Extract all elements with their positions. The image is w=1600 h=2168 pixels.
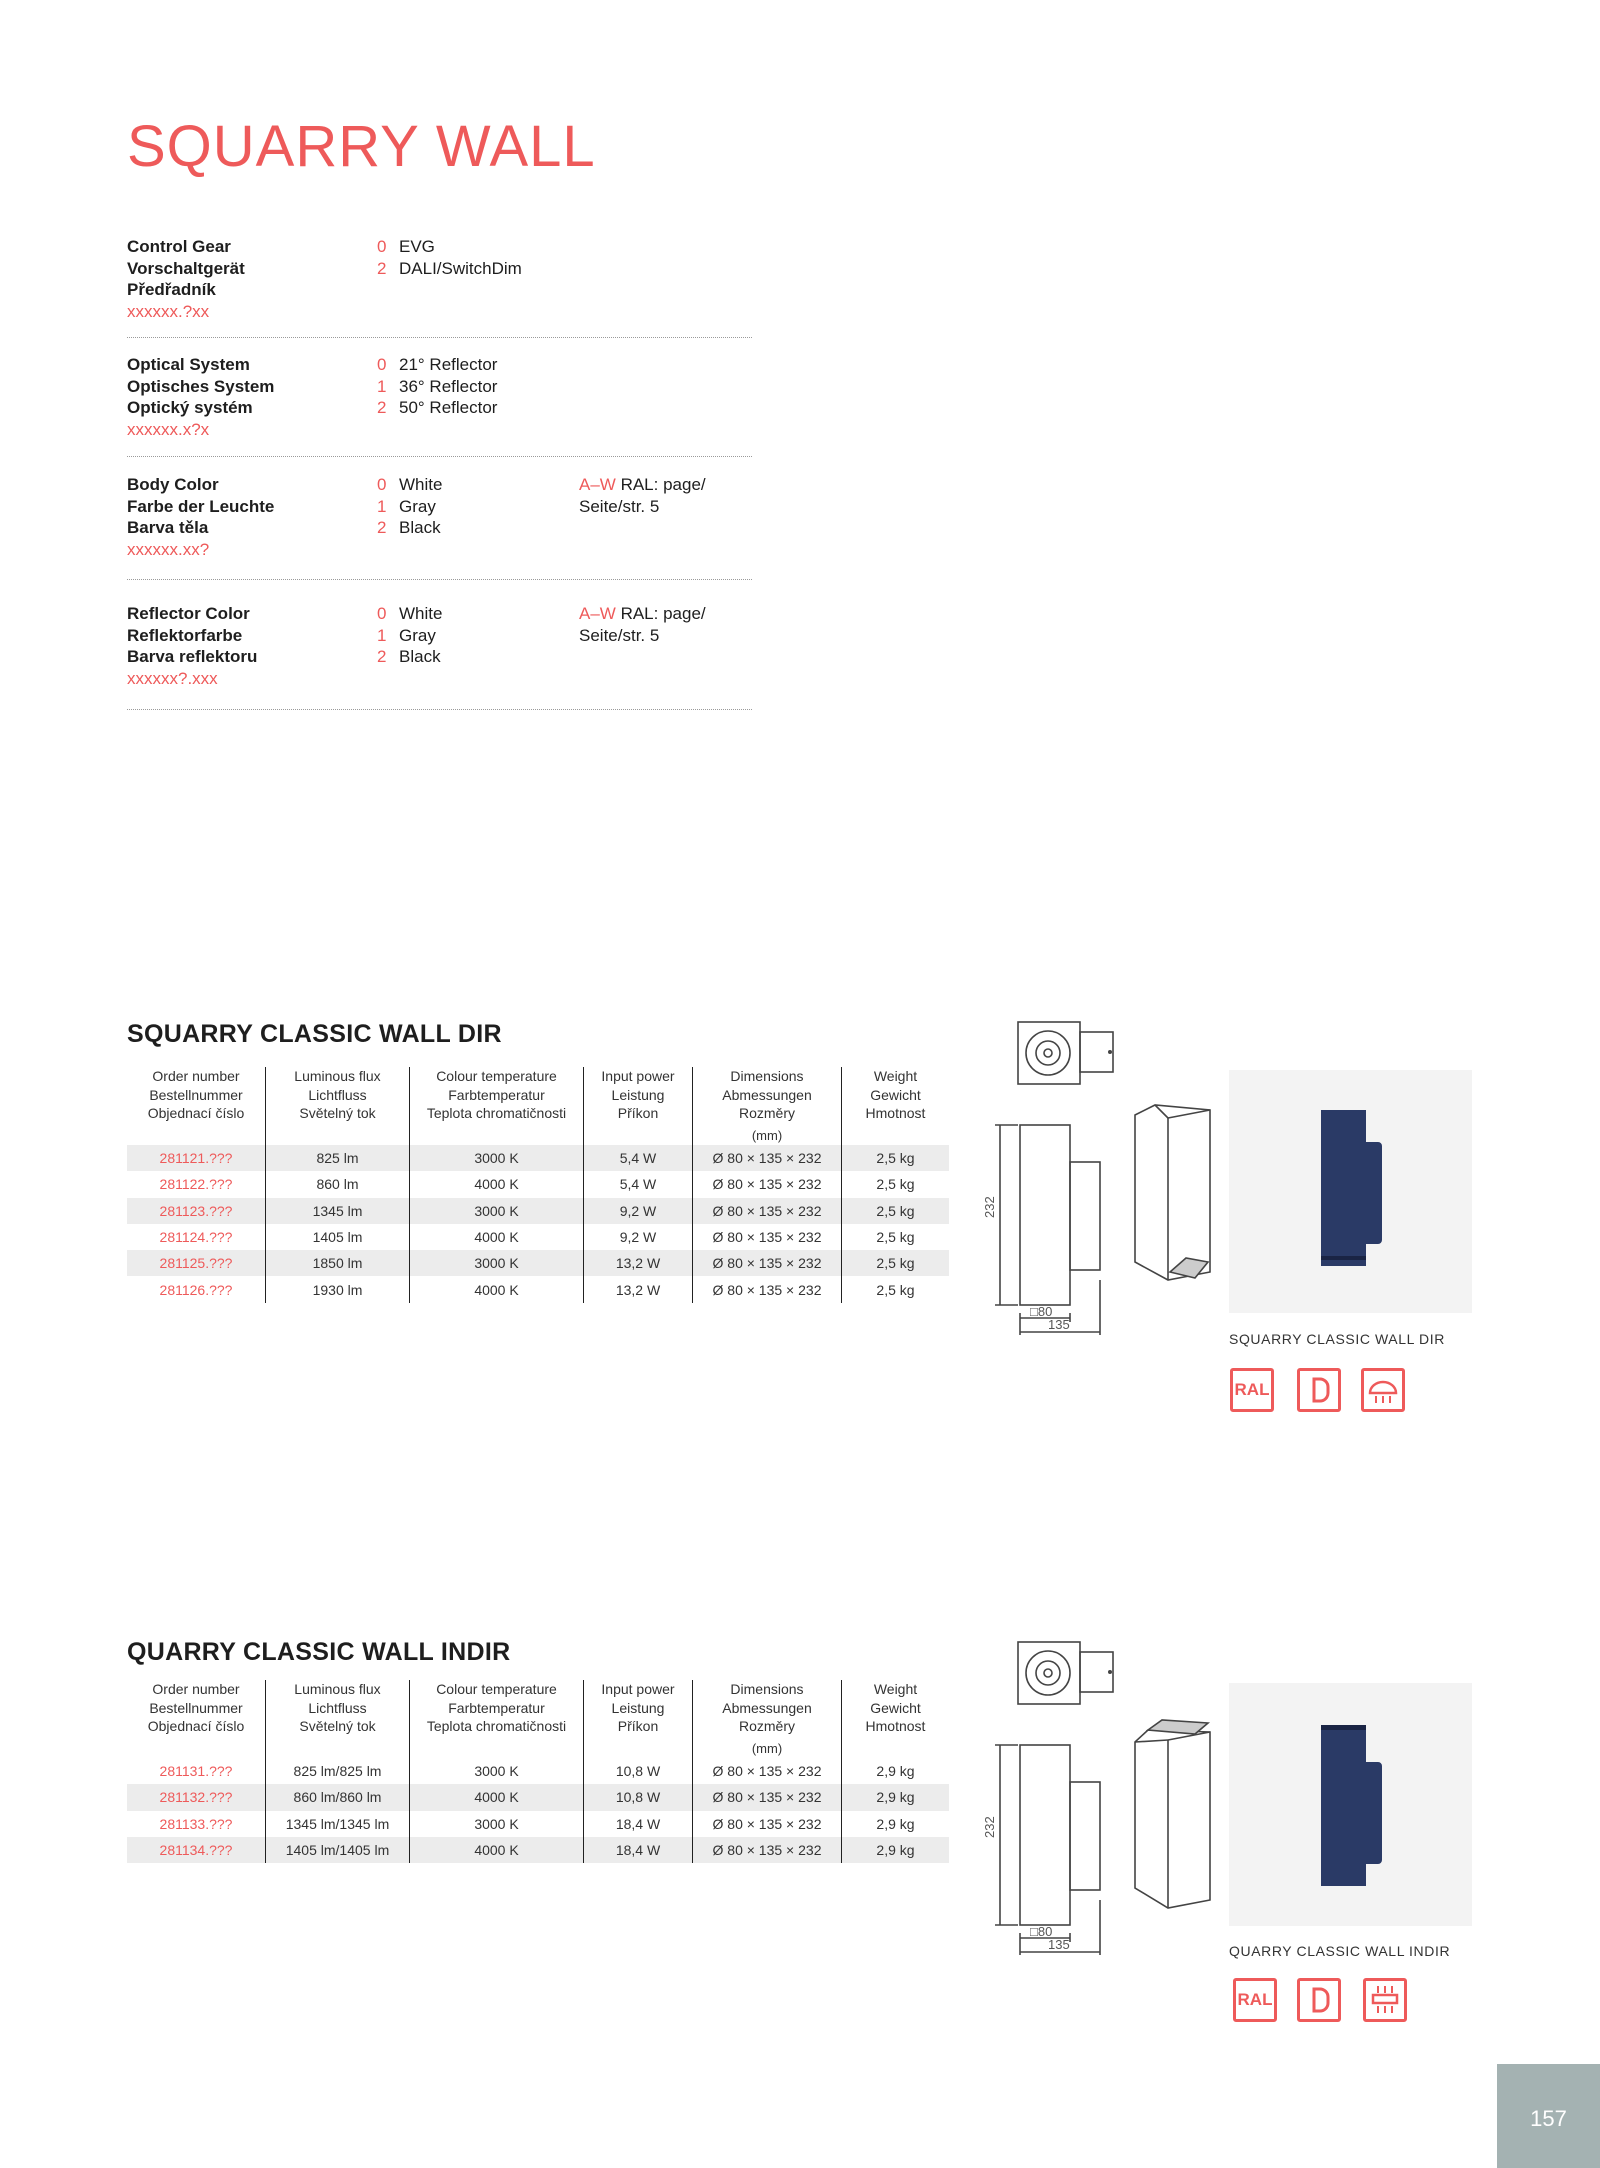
product-title: SQUARRY CLASSIC WALL DIR bbox=[127, 1020, 502, 1048]
col-header-colour-temp: Colour temperature Farbtemperatur Teplota chromatičnosti bbox=[410, 1680, 584, 1758]
technical-drawing-dir bbox=[982, 1010, 1220, 1350]
option-label: Body Color bbox=[127, 475, 219, 494]
option-label: Reflektorfarbe bbox=[127, 625, 243, 645]
option-value-text: White bbox=[399, 475, 443, 494]
table-row: 281125.??? 1850 lm 3000 K 13,2 W Ø 80 × 135 × 232 2,5 kg bbox=[127, 1250, 949, 1276]
ral-text: Seite/str. 5 bbox=[579, 625, 660, 645]
option-value-row bbox=[377, 354, 677, 376]
option-value-num: 1 bbox=[377, 625, 387, 645]
table-row: 281131.??? 825 lm/825 lm 3000 K 10,8 W Ø 80 × 135 × 232 2,9 kg bbox=[127, 1758, 949, 1784]
ral-note bbox=[579, 603, 749, 646]
option-value-num: 2 bbox=[377, 398, 387, 417]
option-label: Optisches System bbox=[127, 376, 275, 396]
page-title: SQUARRY WALL bbox=[127, 114, 596, 179]
option-value-text: 50° Reflector bbox=[399, 398, 498, 417]
col-header-power: Input power Leistung Příkon bbox=[584, 1067, 693, 1145]
col-header-order: Order number Bestellnummer Objednací číslo bbox=[147, 1681, 245, 1734]
option-label: Barva reflektoru bbox=[127, 647, 258, 666]
table-row: 281132.??? 860 lm/860 lm 4000 K 10,8 W Ø 80 × 135 × 232 2,9 kg bbox=[127, 1784, 949, 1810]
divider bbox=[127, 709, 752, 710]
option-value-row bbox=[377, 258, 677, 280]
col-header-dimensions: Dimensions Abmessungen Rozměry (mm) bbox=[693, 1680, 842, 1758]
table-row: 281124.??? 1405 lm 4000 K 9,2 W Ø 80 × 135 × 232 2,5 kg bbox=[127, 1224, 949, 1250]
ral-prefix: A–W bbox=[579, 604, 616, 623]
option-value-num: 0 bbox=[377, 355, 387, 374]
option-code: xxxxxx.xx? bbox=[127, 539, 210, 559]
technical-drawing-indir bbox=[982, 1630, 1220, 1970]
table-row: 281134.??? 1405 lm/1405 lm 4000 K 18,4 W Ø 80 × 135 × 232 2,9 kg bbox=[127, 1837, 949, 1863]
door-icon bbox=[1297, 1978, 1341, 2022]
option-optical-system bbox=[127, 354, 752, 458]
option-body-color bbox=[127, 474, 752, 582]
col-header-power: Input power Leistung Příkon bbox=[584, 1680, 693, 1758]
option-value-num: 2 bbox=[377, 258, 387, 278]
divider bbox=[127, 337, 752, 338]
option-label: Reflector Color bbox=[127, 604, 250, 623]
option-label: Control Gear bbox=[127, 237, 231, 256]
ral-icon: RAL bbox=[1233, 1978, 1277, 2022]
option-value-text: 36° Reflector bbox=[399, 376, 498, 396]
col-header-order: Order number Bestellnummer Objednací číslo bbox=[147, 1068, 245, 1121]
option-value-num: 0 bbox=[377, 475, 387, 494]
product-photo-indir bbox=[1229, 1683, 1472, 1926]
col-header-flux: Luminous flux Lichtfluss Světelný tok bbox=[266, 1680, 410, 1758]
option-value-num: 0 bbox=[377, 237, 387, 256]
option-value-num: 2 bbox=[377, 647, 387, 666]
diameter-label: □80 bbox=[1030, 1924, 1053, 1939]
option-label: Optický systém bbox=[127, 398, 253, 417]
option-label: Barva těla bbox=[127, 518, 209, 537]
option-code: xxxxxx.?xx bbox=[127, 301, 210, 321]
option-label: Předřadník bbox=[127, 280, 216, 299]
option-value-text: 21° Reflector bbox=[399, 355, 498, 374]
option-code: xxxxxx?.xxx bbox=[127, 668, 218, 688]
table-row: 281121.??? 825 lm 3000 K 5,4 W Ø 80 × 135 × 232 2,5 kg bbox=[127, 1145, 949, 1171]
door-icon bbox=[1297, 1368, 1341, 1412]
table-row: 281123.??? 1345 lm 3000 K 9,2 W Ø 80 × 135 × 232 2,5 kg bbox=[127, 1198, 949, 1224]
divider bbox=[127, 456, 752, 457]
light-direction-down-icon bbox=[1361, 1368, 1405, 1412]
ral-text: RAL: page/ bbox=[615, 604, 706, 623]
table-row: 281122.??? 860 lm 4000 K 5,4 W Ø 80 × 135 × 232 2,5 kg bbox=[127, 1171, 949, 1197]
light-direction-up-down-icon bbox=[1363, 1978, 1407, 2022]
option-code: xxxxxx.x?x bbox=[127, 419, 210, 439]
product-photo-dir bbox=[1229, 1070, 1472, 1313]
ral-icon: RAL bbox=[1230, 1368, 1274, 1412]
divider bbox=[127, 579, 752, 580]
height-label: 232 bbox=[982, 1816, 997, 1838]
option-value-row bbox=[377, 646, 677, 668]
option-value-text: White bbox=[399, 604, 443, 623]
table-header-row bbox=[127, 1067, 949, 1145]
option-value-text: Black bbox=[399, 647, 441, 666]
height-label: 232 bbox=[982, 1196, 997, 1218]
table-row: 281133.??? 1345 lm/1345 lm 3000 K 18,4 W Ø 80 × 135 × 232 2,9 kg bbox=[127, 1811, 949, 1837]
option-reflector-color bbox=[127, 603, 752, 711]
col-header-weight: Weight Gewicht Hmotnost bbox=[842, 1067, 950, 1145]
ral-text: Seite/str. 5 bbox=[579, 496, 660, 516]
ral-note bbox=[579, 474, 749, 517]
depth-label: 135 bbox=[1048, 1937, 1070, 1952]
option-value-num: 2 bbox=[377, 518, 387, 537]
option-value-num: 0 bbox=[377, 604, 387, 623]
luminaire-image bbox=[1229, 1070, 1472, 1313]
option-value-text: EVG bbox=[399, 237, 435, 256]
option-value-row bbox=[377, 397, 677, 419]
depth-label: 135 bbox=[1048, 1317, 1070, 1332]
option-value-num: 1 bbox=[377, 496, 387, 516]
option-value-text: Gray bbox=[399, 625, 436, 645]
page-number-box bbox=[1497, 2064, 1600, 2168]
option-value-row bbox=[377, 236, 677, 258]
col-header-colour-temp: Colour temperature Farbtemperatur Teplota chromatičnosti bbox=[410, 1067, 584, 1145]
luminaire-image bbox=[1229, 1683, 1472, 1926]
diameter-label: □80 bbox=[1030, 1304, 1053, 1319]
option-label: Optical System bbox=[127, 355, 250, 374]
table-row: 281126.??? 1930 lm 4000 K 13,2 W Ø 80 × 135 × 232 2,5 kg bbox=[127, 1276, 949, 1302]
dimension-drawing bbox=[982, 1630, 1220, 1970]
option-value-text: Black bbox=[399, 518, 441, 537]
product-title: QUARRY CLASSIC WALL INDIR bbox=[127, 1638, 511, 1666]
option-label: Vorschaltgerät bbox=[127, 258, 245, 278]
option-value-text: Gray bbox=[399, 496, 436, 516]
option-value-row bbox=[377, 517, 677, 539]
option-control-gear bbox=[127, 236, 752, 340]
option-label: Farbe der Leuchte bbox=[127, 496, 275, 516]
spec-table-indir bbox=[127, 1680, 949, 1863]
product-caption: QUARRY CLASSIC WALL INDIR bbox=[1229, 1943, 1451, 1959]
product-caption: SQUARRY CLASSIC WALL DIR bbox=[1229, 1331, 1445, 1347]
page-number: 157 bbox=[1530, 2106, 1567, 2131]
col-header-weight: Weight Gewicht Hmotnost bbox=[842, 1680, 950, 1758]
spec-table-dir bbox=[127, 1067, 949, 1303]
dimension-drawing bbox=[982, 1010, 1220, 1350]
ral-text: RAL: page/ bbox=[615, 475, 706, 494]
option-value-text: DALI/SwitchDim bbox=[399, 258, 522, 278]
ral-prefix: A–W bbox=[579, 475, 616, 494]
option-value-num: 1 bbox=[377, 376, 387, 396]
col-header-dimensions: Dimensions Abmessungen Rozměry (mm) bbox=[693, 1067, 842, 1145]
table-header-row bbox=[127, 1680, 949, 1758]
option-value-row bbox=[377, 376, 677, 398]
col-header-flux: Luminous flux Lichtfluss Světelný tok bbox=[266, 1067, 410, 1145]
